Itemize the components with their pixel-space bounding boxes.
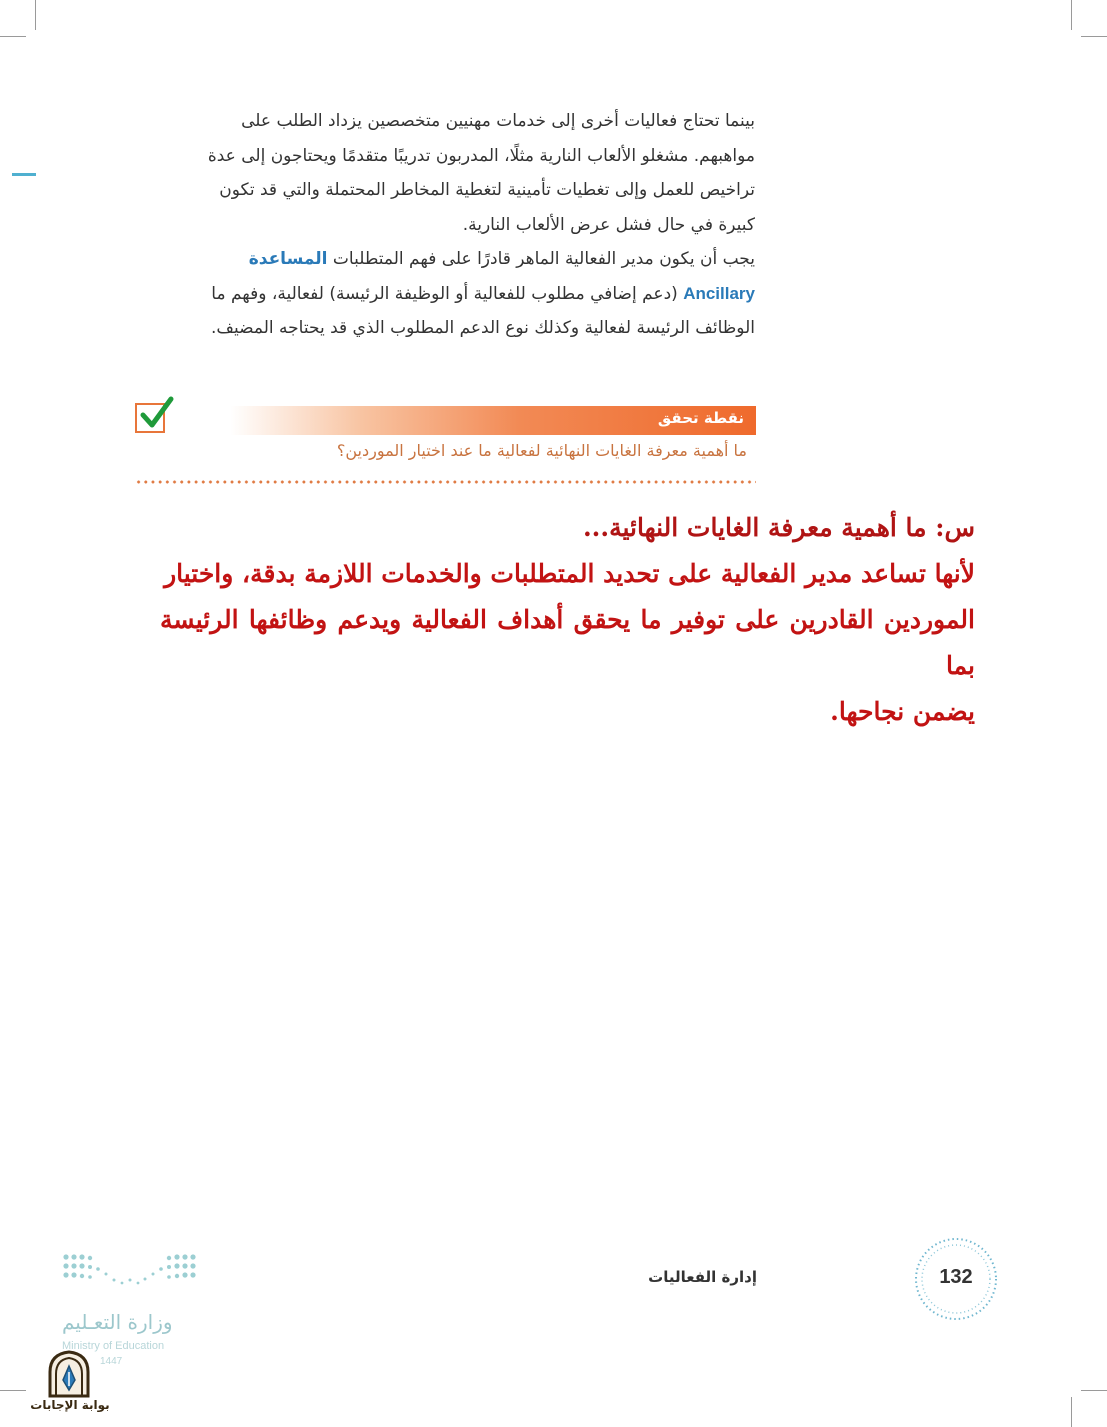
- checkpoint-banner: [230, 406, 756, 435]
- term-highlight-english: Ancillary: [683, 283, 755, 303]
- text-line: بينما تحتاج فعاليات أخرى إلى خدمات مهنيين متخصصين يزداد الطلب على: [241, 111, 755, 131]
- text-line: الوظائف الرئيسة لفعالية وكذلك نوع الدعم المطلوب الذي قد يحتاجه المضيف.: [211, 318, 755, 338]
- checkmark-icon: [135, 395, 175, 435]
- answer-question: س: ما أهمية معرفة الغايات النهائية...: [582, 513, 975, 542]
- answer-line: الموردين القادرين على توفير ما يحقق أهداف الفعالية ويدعم وظائفها الرئيسة بما: [160, 605, 975, 680]
- answer-line: يضمن نجاحها.: [830, 697, 975, 726]
- margin-marker: [12, 173, 36, 176]
- dotted-divider: [135, 478, 756, 486]
- text-line: [135, 242, 755, 277]
- text-segment: (دعم إضافي مطلوب للفعالية أو الوظيفة الرئيسة) لفعالية، وفهم ما: [211, 283, 678, 304]
- paragraph-2: [135, 242, 755, 346]
- book-title: إدارة الفعاليات: [648, 1268, 757, 1286]
- crop-mark: [0, 36, 26, 37]
- term-highlight: المساعدة: [248, 249, 328, 269]
- text-segment: يجب أن يكون مدير الفعالية الماهر قادرًا على فهم المتطلبات: [332, 249, 755, 269]
- portal-name: بوابة الإجابات: [30, 1398, 110, 1412]
- text-line: مواهبهم. مشغلو الألعاب النارية مثلًا، المدربون تدريبًا متقدمًا ويحتاجون إلى عدة: [207, 145, 755, 166]
- page-number: 132: [939, 1266, 973, 1288]
- crop-mark: [35, 0, 36, 30]
- answer-line: لأنها تساعد مدير الفعالية على تحديد المتطلبات والخدمات اللازمة بدقة، واختيار: [164, 559, 975, 588]
- crop-mark: [0, 1390, 26, 1391]
- answer-block: [160, 505, 975, 735]
- text-line: تراخيص للعمل وإلى تغطيات تأمينية لتغطية المخاطر المحتملة والتي قد تكون: [219, 180, 755, 200]
- crop-mark: [1081, 1390, 1107, 1391]
- paragraph-1: [135, 104, 755, 242]
- crop-mark: [1071, 1397, 1072, 1427]
- ministry-year: 1447: [100, 1356, 123, 1367]
- text-line: [135, 277, 755, 312]
- ministry-logo-icon: [62, 1252, 197, 1292]
- ministry-name-arabic: وزارة التعـليم: [62, 1310, 173, 1334]
- portal-logo-icon: [46, 1350, 92, 1398]
- crop-mark: [1071, 0, 1072, 30]
- ministry-name-english: Ministry of Education: [62, 1340, 165, 1352]
- checkpoint-title: نقطة تحقق: [657, 409, 744, 427]
- checkpoint-question: ما أهمية معرفة الغايات النهائية لفعالية ما عند اختيار الموردين؟: [336, 441, 747, 460]
- page-number-badge: [913, 1236, 999, 1322]
- crop-mark: [1081, 36, 1107, 37]
- text-line: كبيرة في حال فشل عرض الألعاب النارية.: [462, 214, 755, 235]
- checkbox-frame: [135, 403, 165, 433]
